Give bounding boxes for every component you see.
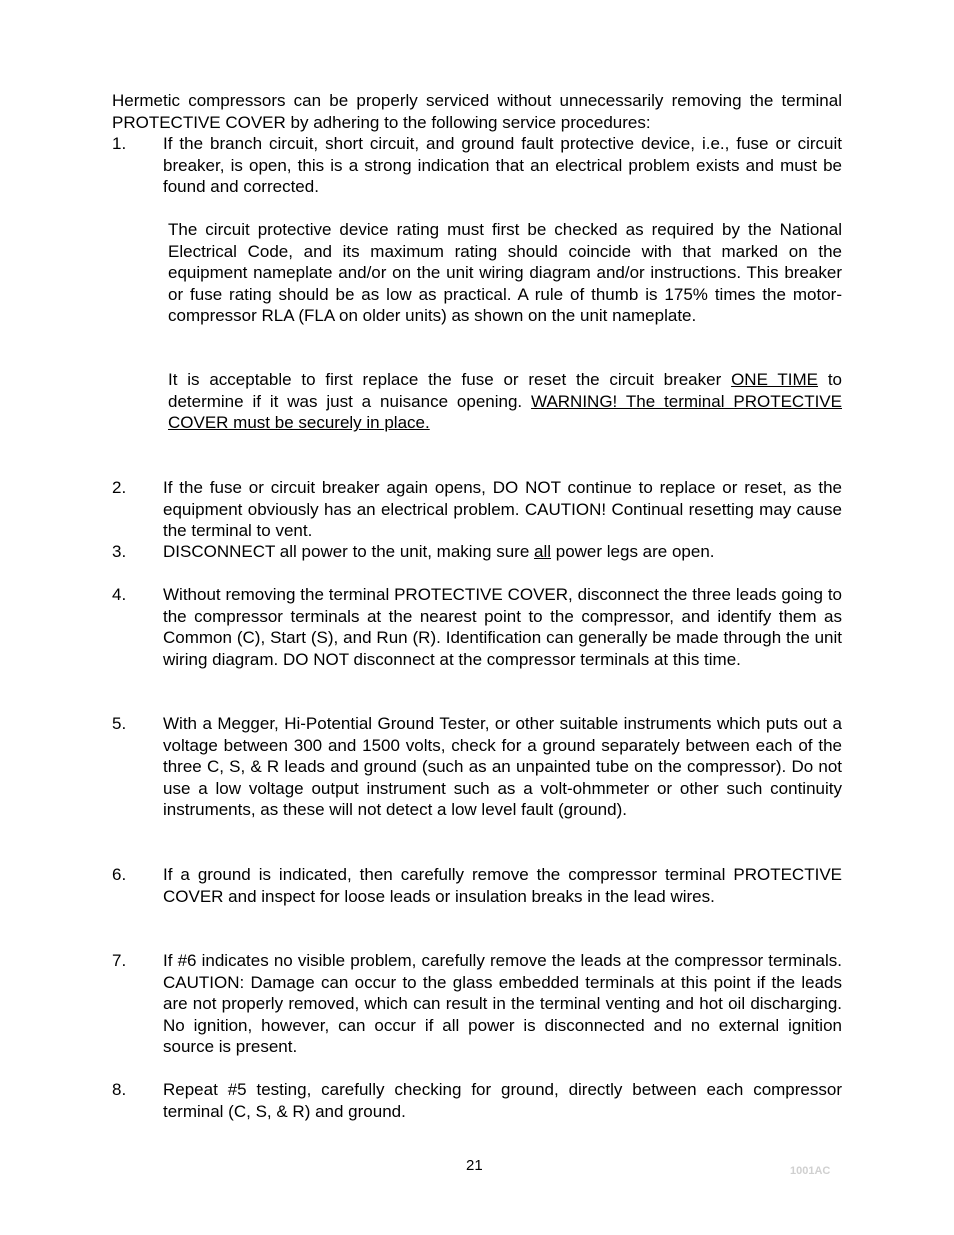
item-number: 2.: [112, 478, 127, 497]
item-number: 6.: [112, 865, 127, 884]
intro-paragraph: Hermetic compressors can be properly serviced without unnecessarily removing the terminal PROTECTIVE COVER by adhering to the following service procedures:: [112, 91, 842, 132]
text: DISCONNECT all power to the unit, making sure: [163, 542, 534, 561]
underlined-text: all: [534, 542, 552, 561]
warning-text: WARNING! The terminal PROTECTIVE COVER must be securely in place.: [168, 391, 842, 433]
item-3-text: [163, 541, 842, 563]
item-number: 7.: [112, 951, 127, 970]
item-6-text: If a ground is indicated, then carefully remove the compressor terminal PROTECTIVE COVER and inspect for loose leads or insulation breaks in the lead wires.: [163, 865, 842, 906]
item-7-text: If #6 indicates no visible problem, carefully remove the leads at the compressor terminals. CAUTION: Damage can occur to the glass embedded terminals at this point if the leads are not properly removed, which can result in the terminal venting and hot oil discharging. No ignition, however, can occur if all power is disconnected and no external ignition source is present.: [163, 951, 842, 1057]
page-number: 21: [466, 1157, 483, 1174]
item-1-rating-paragraph: The circuit protective device rating must first be checked as required by the National Electrical Code, and its maximum rating should coincide with that marked on the equipment nameplate and/or on the unit wiring diagram and/or instructions. This breaker or fuse rating should be as low as practical. A rule of thumb is 175% times the motor-compressor RLA (FLA on older units) as shown on the unit nameplate.: [168, 220, 842, 326]
item-number: 3.: [112, 542, 127, 561]
text: power legs are open.: [551, 542, 715, 561]
item-number: 1.: [112, 134, 127, 153]
item-8-text: Repeat #5 testing, carefully checking for ground, directly between each compressor terminal (C, S, & R) and ground.: [163, 1080, 842, 1121]
document-code: 1001AC: [790, 1165, 831, 1177]
text: It is acceptable to first replace the fuse or reset the circuit breaker: [168, 370, 732, 389]
item-number: 8.: [112, 1080, 127, 1099]
item-5-text: With a Megger, Hi-Potential Ground Tester, or other suitable instruments which puts out a voltage between 300 and 1500 volts, check for a ground separately between each of the three C, S, & R leads and ground (such as an unpainted tube on the compressor). Do not use a low voltage output instrument such as a volt-ohmmeter or other such continuity instruments, as these will not detect a low level fault (ground).: [163, 714, 842, 820]
item-4-text: Without removing the terminal PROTECTIVE COVER, disconnect the three leads going to the compressor terminals at the nearest point to the compressor, and identify them as Common (C), Start (S), and Run (R). Identification can generally be made through the unit wiring diagram. DO NOT disconnect at the compressor terminals at this time.: [163, 585, 842, 669]
underlined-text: ONE TIME: [731, 370, 819, 389]
text: to determine if it was just a nuisance opening.: [168, 370, 842, 411]
item-number: 5.: [112, 714, 127, 733]
item-1-text: If the branch circuit, short circuit, and ground fault protective device, i.e., fuse or circuit breaker, is open, this is a strong indication that an electrical problem exists and must be found and corrected.: [163, 134, 842, 197]
item-number: 4.: [112, 585, 127, 604]
item-2-text: If the fuse or circuit breaker again opens, DO NOT continue to replace or reset, as the equipment obviously has an electrical problem. CAUTION! Continual resetting may cause the terminal to vent.: [163, 478, 842, 541]
item-1-reset-paragraph: [168, 369, 842, 434]
